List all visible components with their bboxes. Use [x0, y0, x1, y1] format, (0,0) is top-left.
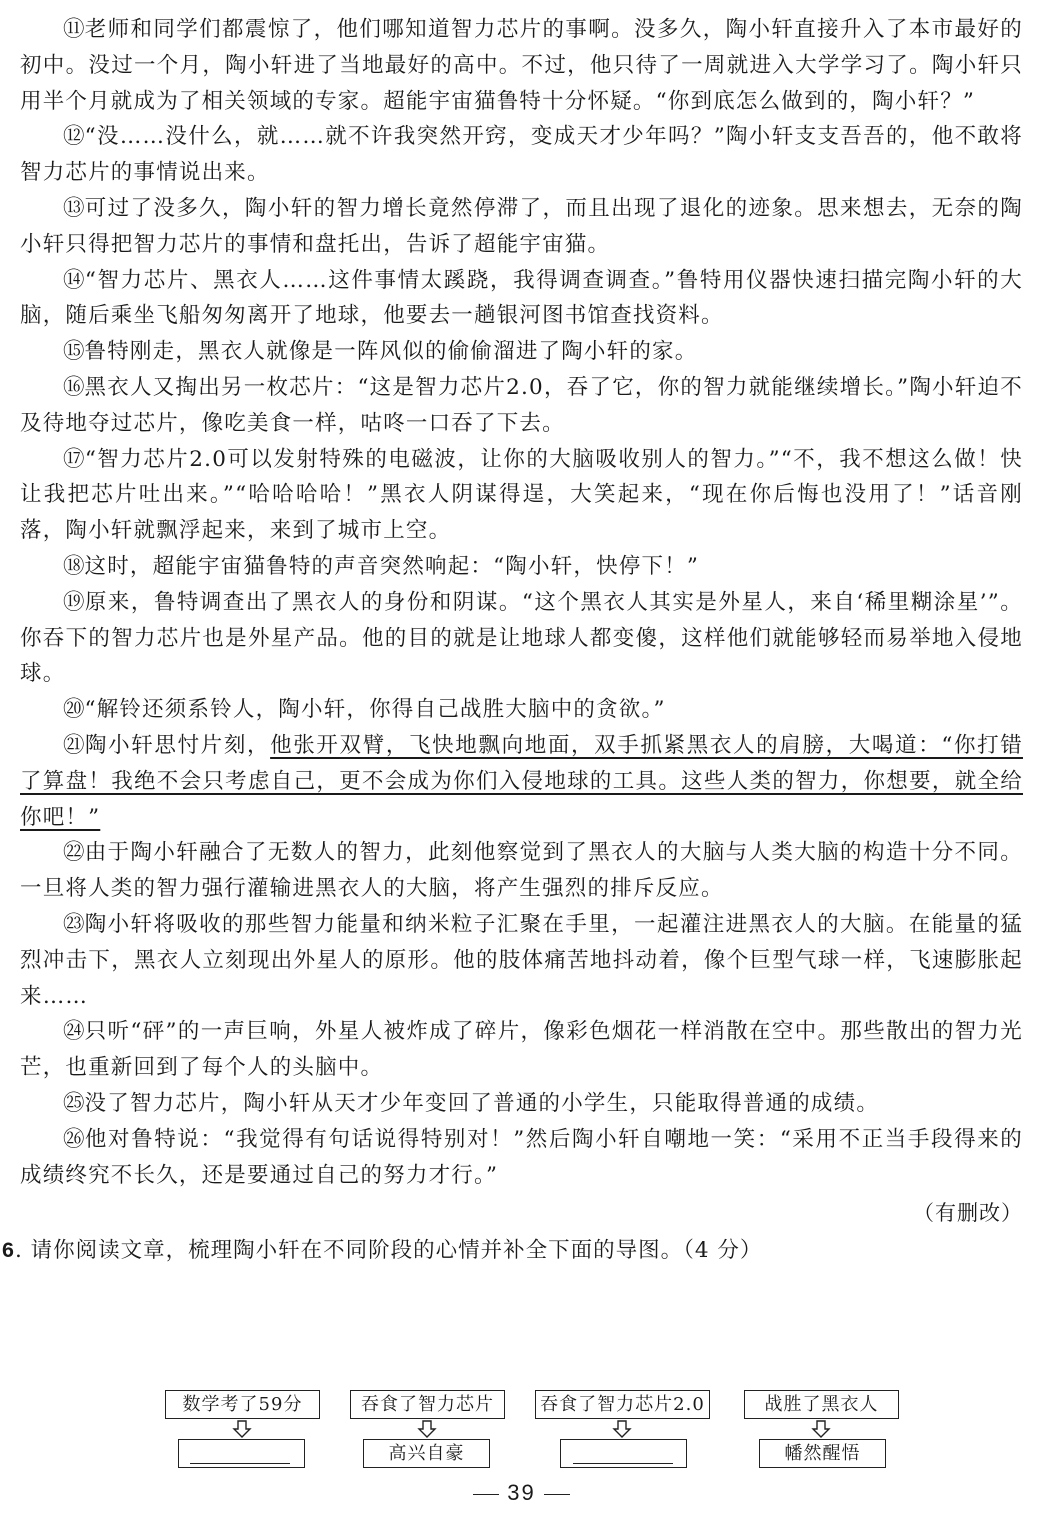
stage-box-4: 战胜了黑衣人: [744, 1390, 899, 1419]
down-arrow-icon: [232, 1420, 252, 1438]
question-number: 6: [2, 1238, 15, 1263]
paragraph-17: ⑰“智力芯片2.0可以发射特殊的电磁波，让你的大脑吸收别人的智力。”“不，我不想这么做！快让我把芯片吐出来。”“哈哈哈哈！”黑衣人阴谋得逞，大笑起来，“现在你后悔也没用了！”话音刚落，陶小轩就飘浮起来，来到了城市上空。: [20, 446, 1023, 544]
paragraph-16: ⑯黑衣人又掏出另一枚芯片：“这是智力芯片2.0，吞了它，你的智力就能继续增长。”陶小轩迫不及待地夺过芯片，像吃美食一样，咕咚一口吞了下去。: [20, 374, 1023, 436]
answer-blank-3: [573, 1463, 673, 1464]
paragraph-26: ㉖他对鲁特说：“我觉得有句话说得特别对！”然后陶小轩自嘲地一笑：“采用不正当手段得来的成绩终究不长久，还是要通过自己的努力才行。”: [20, 1126, 1023, 1188]
down-arrow-icon: [811, 1420, 831, 1438]
paragraph-21: ㉑陶小轩思忖片刻，他张开双臂，飞快地飘向地面，双手抓紧黑衣人的肩膀，大喝道：“你打错了算盘！我绝不会只考虑自己，更不会成为你们入侵地球的工具。这些人类的智力，你想要，就全给你吧！”: [20, 732, 1023, 830]
paragraph-12: ⑫“没……没什么，就……就不许我突然开窍，变成天才少年吗？”陶小轩支支吾吾的，他不敢将智力芯片的事情说出来。: [20, 124, 1023, 186]
paragraph-14: ⑭“智力芯片、黑衣人……这件事情太蹊跷，我得调查调查。”鲁特用仪器快速扫描完陶小轩的大脑，随后乘坐飞船匆匆离开了地球，他要去一趟银河图书馆查找资料。: [20, 267, 1023, 329]
source-note: （有删改）: [913, 1201, 1023, 1226]
article: [2, 12, 1023, 1268]
mood-box-3[interactable]: [560, 1439, 687, 1468]
paragraph-11: ⑪老师和同学们都震惊了，他们哪知道智力芯片的事啊。没多久，陶小轩直接升入了本市最好的初中。没过一个月，陶小轩进了当地最好的高中。不过，他只待了一周就进入大学学习了。陶小轩只用半个月就成为了相关领域的专家。超能宇宙猫鲁特十分怀疑。“你到底怎么做到的，陶小轩？”: [20, 17, 1023, 114]
paragraph-19: ⑲原来，鲁特调查出了黑衣人的身份和阴谋。“这个黑衣人其实是外星人，来自‘稀里糊涂星’”。你吞下的智力芯片也是外星产品。他的目的就是让地球人都变傻，这样他们就能够轻而易举地入侵地球。: [20, 589, 1023, 687]
question-text: . 请你阅读文章，梳理陶小轩在不同阶段的心情并补全下面的导图。（4 分）: [14, 1238, 763, 1264]
question-6: [2, 1233, 1023, 1268]
answer-blank-1: [190, 1463, 290, 1464]
footer-dash-left: [473, 1494, 499, 1495]
paragraph-20: ⑳“解铃还须系铃人，陶小轩，你得自己战胜大脑中的贪欲。”: [63, 697, 666, 723]
page-number: 39: [507, 1480, 536, 1505]
footer-dash-right: [544, 1494, 570, 1495]
down-arrow-icon: [612, 1420, 632, 1438]
paragraph-23: ㉓陶小轩将吸收的那些智力能量和纳米粒子汇聚在手里，一起灌注进黑衣人的大脑。在能量的猛烈冲击下，黑衣人立刻现出外星人的原形。他的肢体痛苦地抖动着，像个巨型气球一样，飞速膨胀起来……: [20, 911, 1023, 1009]
mood-box-4: 幡然醒悟: [759, 1439, 886, 1468]
stage-box-3: 吞食了智力芯片2.0: [535, 1390, 710, 1419]
paragraph-13: ⑬可过了没多久，陶小轩的智力增长竟然停滞了，而且出现了退化的迹象。思来想去，无奈的陶小轩只得把智力芯片的事情和盘托出，告诉了超能宇宙猫。: [20, 195, 1023, 257]
paragraph-15: ⑮鲁特刚走，黑衣人就像是一阵风似的偷偷溜进了陶小轩的家。: [63, 339, 698, 365]
mood-box-2: 高兴自豪: [363, 1439, 490, 1468]
underlined-sentence: 他张开双臂，飞快地飘向地面，双手抓紧黑衣人的肩膀，大喝道：“你打错了算盘！我绝不会只考虑自己，更不会成为你们入侵地球的工具。这些人类的智力，你想要，就全给你吧！”: [20, 732, 1023, 830]
paragraph-24: ㉔只听“砰”的一声巨响，外星人被炸成了碎片，像彩色烟花一样消散在空中。那些散出的智力光芒，也重新回到了每个人的头脑中。: [20, 1019, 1023, 1081]
page-footer: [0, 1480, 1043, 1506]
paragraph-18: ⑱这时，超能宇宙猫鲁特的声音突然响起：“陶小轩，快停下！”: [63, 553, 700, 579]
paragraph-25: ㉕没了智力芯片，陶小轩从天才少年变回了普通的小学生，只能取得普通的成绩。: [63, 1090, 880, 1116]
mood-box-1[interactable]: [178, 1439, 305, 1468]
stage-box-1: 数学考了59分: [165, 1390, 320, 1419]
down-arrow-icon: [417, 1420, 437, 1438]
stage-box-2: 吞食了智力芯片: [350, 1390, 505, 1419]
paragraph-22: ㉒由于陶小轩融合了无数人的智力，此刻他察觉到了黑衣人的大脑与人类大脑的构造十分不同。一旦将人类的智力强行灌输进黑衣人的大脑，将产生强烈的排斥反应。: [20, 840, 1023, 902]
